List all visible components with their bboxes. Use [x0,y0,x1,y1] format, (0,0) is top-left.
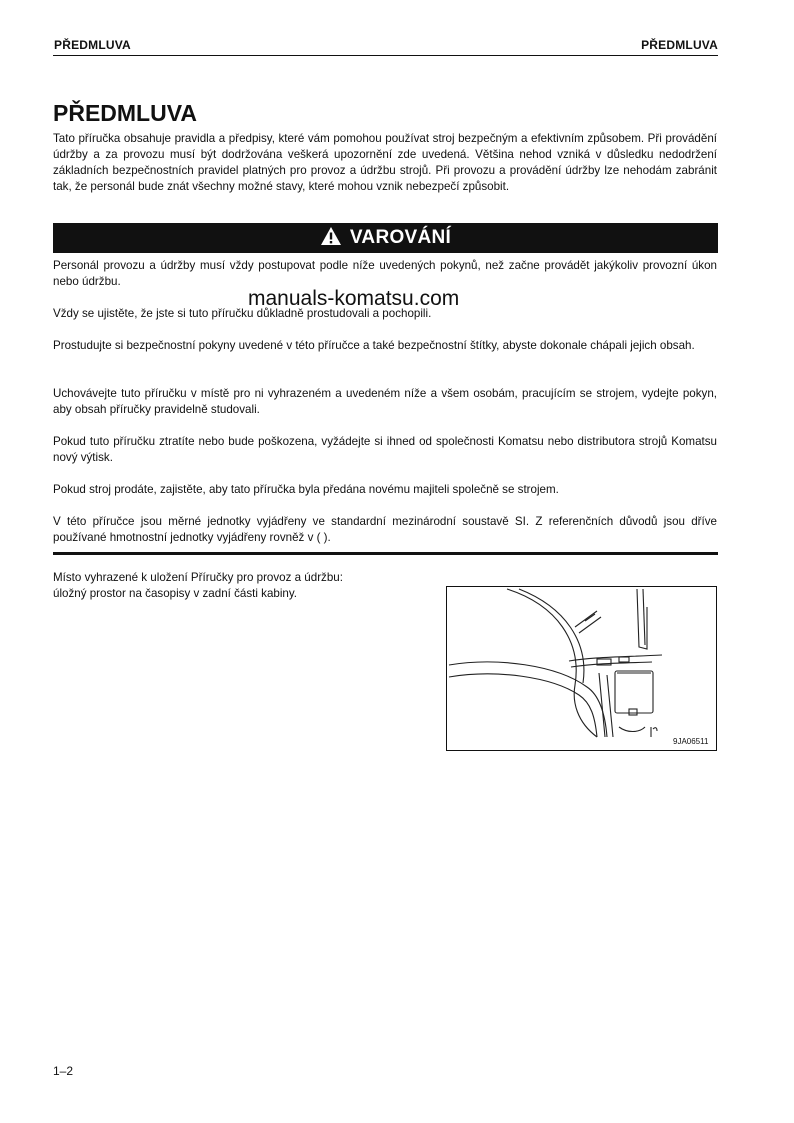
watermark-link[interactable]: manuals-komatsu.com [248,287,460,310]
warning-paragraph-1: Personál provozu a údržby musí vždy postupovat podle níže uvedených pokynů, než začne provádět jakýkoliv provozní úkon nebo údržbu. [53,259,717,288]
warning-label: VAROVÁNÍ [349,227,452,248]
warning-triangle-icon [320,226,342,251]
page-number: 1–2 [53,1064,74,1078]
warning-paragraph-5: Pokud tuto příručku ztratíte nebo bude poškozena, vyžádejte si ihned od společnosti Komatsu nebo distributora strojů Komatsu nový výtisk. [53,435,717,464]
figure-code: 9JA06511 [673,737,709,746]
warning-banner [53,223,718,253]
storage-location-line-2: úložný prostor na časopisy v zadní části kabiny. [53,587,298,600]
warning-paragraph-3: Prostudujte si bezpečnostní pokyny uvedené v této příručce a také bezpečnostní štítky, abyste dokonale chápali jejich obsah. [53,339,695,352]
cab-interior-illustration [447,587,716,750]
warning-paragraph-2: Vždy se ujistěte, že jste si tuto příručku důkladně prostudovali a pochopili. [53,307,432,320]
section-divider [53,552,718,555]
header-right-title: PŘEDMLUVA [641,38,718,52]
header-left-title: PŘEDMLUVA [54,38,131,52]
warning-paragraph-6: Pokud stroj prodáte, zajistěte, aby tato příručka byla předána novému majiteli společně se strojem. [53,483,559,496]
cab-storage-figure [446,586,717,751]
warning-paragraph-7: V této příručce jsou měrné jednotky vyjádřeny ve standardní mezinárodní soustavě SI. Z referenčních důvodů jsou dříve používané hmotnostní jednotky vyjádřeny rovněž v ( ). [53,515,717,544]
storage-location-line-1: Místo vyhrazené k uložení Příručky pro provoz a údržbu: [53,571,343,584]
page-title: PŘEDMLUVA [53,100,197,126]
warning-paragraph-4: Uchovávejte tuto příručku v místě pro ni vyhrazeném a uvedeném níže a všem osobám, pracujícím se strojem, vydejte pokyn, aby obsah příručky pravidelně studovali. [53,387,717,416]
header-divider [53,55,718,56]
intro-paragraph: Tato příručka obsahuje pravidla a předpisy, které vám pomohou používat stroj bezpečným a efektivním způsobem. Při provádění údržby a za provozu musí být dodržována veškerá upozornění zde uvedená. Většina nehod vzniká v důsledku nedodržení základních bezpečnostních pravidel platných pro provoz a údržbu strojů. Při provozu a provádění údržby lze nehodám zabránit tak, že personál bude znát všechny možné stavy, které mohou vznik nebezpečí způsobit. [53,132,717,193]
